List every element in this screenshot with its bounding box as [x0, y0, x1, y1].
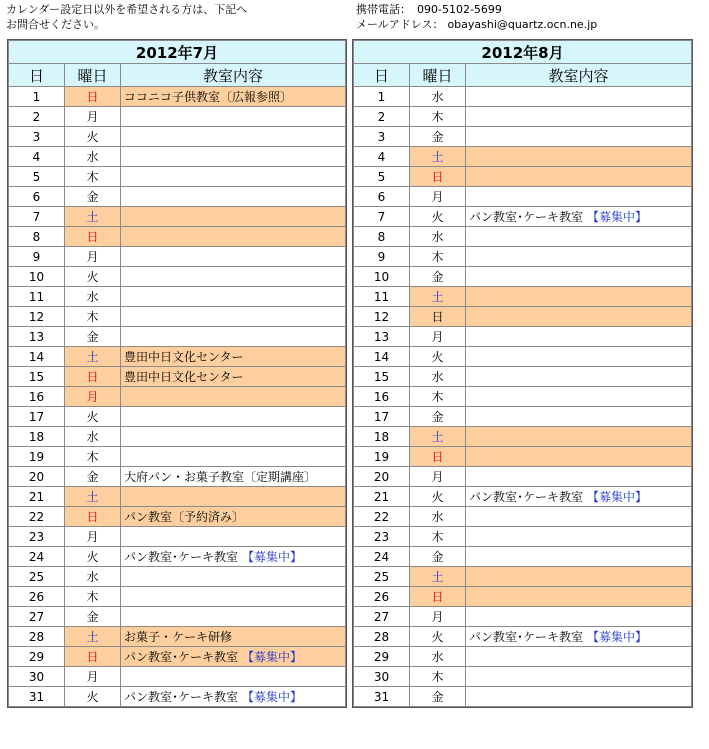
weekday-cell: 月	[65, 387, 121, 407]
weekday-cell: 水	[410, 367, 466, 387]
class-content-cell	[466, 87, 692, 107]
day-cell: 2	[354, 107, 410, 127]
table-row	[354, 207, 692, 227]
class-content-cell	[466, 107, 692, 127]
table-row	[9, 187, 346, 207]
weekday-cell: 土	[410, 147, 466, 167]
weekday-cell: 水	[65, 287, 121, 307]
day-cell: 17	[354, 407, 410, 427]
weekday-cell: 水	[410, 507, 466, 527]
weekday-cell: 金	[410, 407, 466, 427]
day-cell: 23	[354, 527, 410, 547]
class-content-text: パン教室･ケーキ教室	[469, 490, 584, 504]
weekday-cell: 火	[65, 547, 121, 567]
weekday-cell: 日	[65, 507, 121, 527]
weekday-cell: 月	[65, 667, 121, 687]
class-content-cell	[121, 407, 346, 427]
class-content-cell	[121, 147, 346, 167]
calendar-body	[9, 87, 346, 707]
calendar-july	[7, 39, 347, 708]
table-row	[354, 107, 692, 127]
class-content-text: お菓子・ケーキ研修	[124, 630, 233, 644]
calendar-table	[353, 40, 692, 707]
day-cell: 17	[9, 407, 65, 427]
class-content-cell	[121, 227, 346, 247]
class-content-cell	[121, 247, 346, 267]
day-cell: 21	[9, 487, 65, 507]
class-content-cell	[466, 507, 692, 527]
table-row	[354, 407, 692, 427]
class-content-cell	[121, 287, 346, 307]
class-content-cell	[466, 147, 692, 167]
class-content-cell	[121, 347, 346, 367]
class-content-cell	[466, 487, 692, 507]
table-row	[354, 247, 692, 267]
day-cell: 15	[354, 367, 410, 387]
table-row	[9, 667, 346, 687]
day-cell: 28	[9, 627, 65, 647]
weekday-cell: 日	[410, 447, 466, 467]
day-cell: 15	[9, 367, 65, 387]
class-content-cell	[466, 647, 692, 667]
weekday-cell: 金	[65, 327, 121, 347]
class-content-cell	[466, 227, 692, 247]
class-content-cell	[466, 207, 692, 227]
class-content-cell	[121, 667, 346, 687]
day-cell: 11	[354, 287, 410, 307]
col-header-content: 教室内容	[121, 64, 346, 87]
table-row	[9, 127, 346, 147]
day-cell: 14	[9, 347, 65, 367]
class-content-cell	[121, 687, 346, 707]
table-row	[354, 507, 692, 527]
class-content-text: パン教室･ケーキ教室	[124, 650, 239, 664]
class-content-cell	[466, 407, 692, 427]
table-row	[354, 487, 692, 507]
recruiting-badge: 【募集中】	[587, 490, 648, 504]
col-header-day: 日	[354, 64, 410, 87]
weekday-cell: 火	[410, 487, 466, 507]
day-cell: 8	[354, 227, 410, 247]
class-content-cell	[466, 327, 692, 347]
weekday-cell: 日	[65, 647, 121, 667]
calendar-table	[8, 40, 346, 707]
weekday-cell: 日	[65, 227, 121, 247]
weekday-cell: 水	[65, 567, 121, 587]
class-content-cell	[466, 527, 692, 547]
weekday-cell: 水	[410, 647, 466, 667]
weekday-cell: 日	[410, 307, 466, 327]
col-header-day: 日	[9, 64, 65, 87]
weekday-cell: 火	[65, 407, 121, 427]
table-row	[354, 627, 692, 647]
class-content-cell	[466, 187, 692, 207]
weekday-cell: 木	[65, 447, 121, 467]
class-content-cell	[121, 107, 346, 127]
day-cell: 7	[9, 207, 65, 227]
day-cell: 25	[9, 567, 65, 587]
class-content-cell	[121, 527, 346, 547]
weekday-cell: 土	[410, 287, 466, 307]
class-content-cell	[121, 607, 346, 627]
day-cell: 2	[9, 107, 65, 127]
weekday-cell: 火	[65, 127, 121, 147]
table-row	[9, 447, 346, 467]
weekday-cell: 木	[410, 387, 466, 407]
table-row	[9, 567, 346, 587]
weekday-cell: 月	[410, 467, 466, 487]
table-row	[354, 447, 692, 467]
day-cell: 22	[9, 507, 65, 527]
day-cell: 6	[9, 187, 65, 207]
recruiting-badge: 【募集中】	[587, 630, 648, 644]
table-row	[9, 287, 346, 307]
table-row	[9, 607, 346, 627]
class-content-cell	[121, 207, 346, 227]
weekday-cell: 水	[65, 427, 121, 447]
table-row	[9, 687, 346, 707]
inquiry-note-line2: お問合せください。	[6, 18, 105, 31]
day-cell: 27	[354, 607, 410, 627]
table-row	[9, 247, 346, 267]
table-row	[354, 127, 692, 147]
day-cell: 12	[354, 307, 410, 327]
table-row	[354, 347, 692, 367]
table-row	[9, 367, 346, 387]
recruiting-badge: 【募集中】	[242, 550, 303, 564]
table-row	[354, 167, 692, 187]
weekday-cell: 土	[65, 207, 121, 227]
class-content-cell	[466, 687, 692, 707]
class-content-text: パン教室･ケーキ教室	[124, 690, 239, 704]
col-header-weekday: 曜日	[410, 64, 466, 87]
class-content-cell	[466, 447, 692, 467]
day-cell: 5	[9, 167, 65, 187]
class-content-cell	[121, 647, 346, 667]
table-row	[9, 587, 346, 607]
class-content-cell	[466, 547, 692, 567]
day-cell: 20	[9, 467, 65, 487]
day-cell: 24	[354, 547, 410, 567]
inquiry-note-line1: カレンダー設定日以外を希望される方は、下記へ	[6, 3, 248, 16]
table-row	[354, 687, 692, 707]
day-cell: 26	[354, 587, 410, 607]
weekday-cell: 月	[410, 607, 466, 627]
mail-row	[356, 17, 597, 32]
col-header-content: 教室内容	[466, 64, 692, 87]
table-row	[354, 587, 692, 607]
day-cell: 27	[9, 607, 65, 627]
table-row	[9, 547, 346, 567]
class-content-cell	[121, 267, 346, 287]
day-cell: 14	[354, 347, 410, 367]
class-content-text: パン教室･ケーキ教室	[124, 550, 239, 564]
weekday-cell: 木	[65, 587, 121, 607]
class-content-cell	[121, 167, 346, 187]
table-row	[354, 607, 692, 627]
weekday-cell: 木	[65, 307, 121, 327]
table-row	[354, 267, 692, 287]
phone-row	[356, 2, 597, 17]
class-content-text: ココニコ子供教室〔広報参照〕	[124, 90, 293, 104]
class-content-cell	[121, 307, 346, 327]
weekday-cell: 水	[410, 87, 466, 107]
day-cell: 20	[354, 467, 410, 487]
table-row	[9, 307, 346, 327]
day-cell: 11	[9, 287, 65, 307]
class-content-cell	[121, 327, 346, 347]
class-content-cell	[121, 447, 346, 467]
table-row	[354, 287, 692, 307]
weekday-cell: 月	[410, 327, 466, 347]
weekday-cell: 水	[410, 227, 466, 247]
weekday-cell: 金	[65, 607, 121, 627]
weekday-cell: 月	[65, 107, 121, 127]
weekday-cell: 土	[65, 347, 121, 367]
table-row	[9, 627, 346, 647]
class-content-cell	[466, 347, 692, 367]
table-row	[9, 227, 346, 247]
contact-info	[356, 2, 597, 32]
class-content-cell	[466, 587, 692, 607]
table-row	[9, 107, 346, 127]
table-row	[9, 427, 346, 447]
weekday-cell: 土	[65, 627, 121, 647]
weekday-cell: 木	[65, 167, 121, 187]
day-cell: 30	[9, 667, 65, 687]
table-row	[354, 567, 692, 587]
table-row	[9, 327, 346, 347]
class-content-cell	[466, 287, 692, 307]
weekday-cell: 日	[410, 587, 466, 607]
weekday-cell: 土	[410, 427, 466, 447]
class-content-cell	[121, 127, 346, 147]
weekday-cell: 金	[65, 187, 121, 207]
class-content-cell	[121, 627, 346, 647]
recruiting-badge: 【募集中】	[587, 210, 648, 224]
class-content-text: 豊田中日文化センター	[124, 370, 244, 384]
phone-label: 携帯電話：	[356, 3, 411, 16]
mail-address[interactable]: obayashi@quartz.ocn.ne.jp	[447, 18, 598, 31]
table-row	[354, 147, 692, 167]
class-content-cell	[466, 247, 692, 267]
class-content-cell	[466, 567, 692, 587]
class-content-cell	[121, 427, 346, 447]
calendar-august	[352, 39, 693, 708]
day-cell: 22	[354, 507, 410, 527]
weekday-cell: 火	[65, 687, 121, 707]
table-row	[9, 87, 346, 107]
recruiting-badge: 【募集中】	[242, 650, 303, 664]
weekday-cell: 日	[65, 87, 121, 107]
table-row	[354, 307, 692, 327]
day-cell: 1	[354, 87, 410, 107]
table-row	[9, 647, 346, 667]
class-content-text: 豊田中日文化センター	[124, 350, 244, 364]
table-row	[9, 387, 346, 407]
table-row	[354, 467, 692, 487]
table-row	[354, 187, 692, 207]
class-content-cell	[121, 367, 346, 387]
table-row	[354, 227, 692, 247]
class-content-cell	[121, 487, 346, 507]
recruiting-badge: 【募集中】	[242, 690, 303, 704]
weekday-cell: 金	[410, 127, 466, 147]
weekday-cell: 金	[410, 547, 466, 567]
weekday-cell: 月	[65, 527, 121, 547]
weekday-cell: 日	[410, 167, 466, 187]
weekday-cell: 金	[410, 687, 466, 707]
class-content-cell	[466, 307, 692, 327]
day-cell: 30	[354, 667, 410, 687]
class-content-text: 大府パン・お菓子教室〔定期講座〕	[124, 470, 317, 484]
class-content-cell	[466, 607, 692, 627]
weekday-cell: 土	[65, 487, 121, 507]
day-cell: 3	[354, 127, 410, 147]
class-content-cell	[121, 87, 346, 107]
table-row	[9, 267, 346, 287]
class-content-cell	[466, 367, 692, 387]
class-content-cell	[466, 127, 692, 147]
table-row	[9, 167, 346, 187]
weekday-cell: 金	[65, 467, 121, 487]
day-cell: 13	[354, 327, 410, 347]
class-content-cell	[466, 667, 692, 687]
class-content-cell	[121, 467, 346, 487]
day-cell: 6	[354, 187, 410, 207]
class-content-cell	[466, 167, 692, 187]
day-cell: 10	[9, 267, 65, 287]
day-cell: 7	[354, 207, 410, 227]
table-row	[9, 487, 346, 507]
table-row	[9, 207, 346, 227]
table-row	[354, 427, 692, 447]
day-cell: 26	[9, 587, 65, 607]
class-content-cell	[121, 567, 346, 587]
table-row	[354, 527, 692, 547]
day-cell: 29	[9, 647, 65, 667]
weekday-cell: 木	[410, 527, 466, 547]
day-cell: 12	[9, 307, 65, 327]
month-title: 2012年8月	[354, 41, 692, 64]
table-row	[9, 147, 346, 167]
class-content-cell	[121, 387, 346, 407]
day-cell: 24	[9, 547, 65, 567]
weekday-cell: 木	[410, 247, 466, 267]
weekday-cell: 月	[65, 247, 121, 267]
table-row	[9, 467, 346, 487]
table-row	[354, 367, 692, 387]
day-cell: 21	[354, 487, 410, 507]
day-cell: 3	[9, 127, 65, 147]
day-cell: 1	[9, 87, 65, 107]
calendar-body	[354, 87, 692, 707]
class-content-cell	[466, 467, 692, 487]
weekday-cell: 火	[410, 207, 466, 227]
class-content-cell	[121, 587, 346, 607]
table-row	[354, 387, 692, 407]
class-content-cell	[121, 507, 346, 527]
day-cell: 18	[9, 427, 65, 447]
table-row	[9, 507, 346, 527]
class-content-text: パン教室〔予約済み〕	[124, 510, 245, 524]
class-content-cell	[466, 427, 692, 447]
inquiry-note	[6, 2, 247, 32]
class-content-cell	[466, 267, 692, 287]
day-cell: 28	[354, 627, 410, 647]
weekday-cell: 土	[410, 567, 466, 587]
table-row	[354, 87, 692, 107]
month-title: 2012年7月	[9, 41, 346, 64]
day-cell: 31	[354, 687, 410, 707]
day-cell: 4	[354, 147, 410, 167]
day-cell: 9	[354, 247, 410, 267]
phone-number: 090-5102-5699	[417, 3, 502, 16]
weekday-cell: 火	[65, 267, 121, 287]
day-cell: 19	[354, 447, 410, 467]
mail-label: メールアドレス：	[356, 18, 444, 31]
day-cell: 8	[9, 227, 65, 247]
weekday-cell: 日	[65, 367, 121, 387]
class-content-cell	[466, 387, 692, 407]
table-row	[9, 527, 346, 547]
day-cell: 5	[354, 167, 410, 187]
day-cell: 19	[9, 447, 65, 467]
weekday-cell: 火	[410, 627, 466, 647]
class-content-text: パン教室･ケーキ教室	[469, 210, 584, 224]
table-row	[9, 347, 346, 367]
table-row	[354, 647, 692, 667]
day-cell: 4	[9, 147, 65, 167]
day-cell: 13	[9, 327, 65, 347]
class-content-cell	[121, 187, 346, 207]
table-row	[354, 547, 692, 567]
day-cell: 18	[354, 427, 410, 447]
day-cell: 16	[354, 387, 410, 407]
class-content-cell	[466, 627, 692, 647]
day-cell: 16	[9, 387, 65, 407]
day-cell: 29	[354, 647, 410, 667]
weekday-cell: 水	[65, 147, 121, 167]
class-content-cell	[121, 547, 346, 567]
table-row	[9, 407, 346, 427]
weekday-cell: 木	[410, 107, 466, 127]
day-cell: 25	[354, 567, 410, 587]
weekday-cell: 木	[410, 667, 466, 687]
table-row	[354, 667, 692, 687]
day-cell: 9	[9, 247, 65, 267]
class-content-text: パン教室･ケーキ教室	[469, 630, 584, 644]
day-cell: 31	[9, 687, 65, 707]
weekday-cell: 金	[410, 267, 466, 287]
table-row	[354, 327, 692, 347]
weekday-cell: 月	[410, 187, 466, 207]
day-cell: 10	[354, 267, 410, 287]
day-cell: 23	[9, 527, 65, 547]
weekday-cell: 火	[410, 347, 466, 367]
col-header-weekday: 曜日	[65, 64, 121, 87]
